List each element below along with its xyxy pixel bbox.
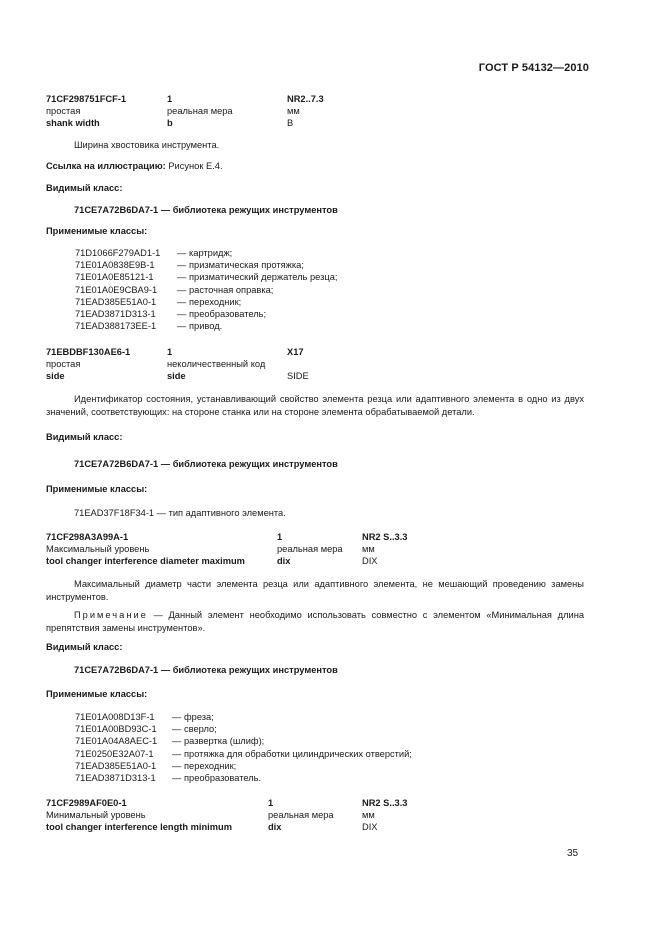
applicable-class-item xyxy=(75,711,214,723)
class-code: 71E01A00BD93C-1 xyxy=(75,724,157,735)
element-description: Идентификатор состояния, устанавливающий свойство элемента резца или адаптивного элемента в одно из двух значений, соответствующих: на стороне станка или на стороне элемента обрабатываемой детали. xyxy=(46,394,584,417)
applicable-class-item: 71EAD37F18F34-1 — тип адаптивного элемента. xyxy=(74,508,286,518)
element-format: NR2 S..3.3 xyxy=(362,532,408,542)
visible-class-label: Видимый класс: xyxy=(46,642,123,652)
class-code: 71E01A008D13F-1 xyxy=(75,712,155,722)
applicable-classes-label: Применимые классы: xyxy=(46,689,148,699)
element-symbol: dix xyxy=(268,822,282,832)
class-code: 71D1066F279AD1-1 xyxy=(75,248,161,258)
class-description: картридж; xyxy=(189,248,233,258)
element-description: Максимальный диаметр части элемента резца или адаптивного элемента, не мешающий проведению замены инструментов. xyxy=(46,579,584,602)
dash-separator: — xyxy=(177,260,187,271)
element-symbol: dix xyxy=(277,556,291,566)
class-code: 71E0250E32A07-1 xyxy=(75,748,154,759)
applicable-class-item xyxy=(75,259,304,271)
dash-separator: — xyxy=(172,736,182,747)
dash-separator: — xyxy=(177,272,187,283)
element-name-en: tool changer interference length minimum xyxy=(46,822,232,832)
applicable-class-item xyxy=(75,284,274,296)
dash-separator: — xyxy=(177,296,187,307)
visible-class-value: 71CE7A72B6DA7-1 — библиотека режущих инструментов xyxy=(74,459,338,469)
element-symbol-upper: DIX xyxy=(362,556,378,566)
dash-separator: — xyxy=(172,712,182,722)
dash-separator: — xyxy=(172,724,182,735)
class-description: сверло; xyxy=(184,724,217,735)
applicable-class-item xyxy=(75,760,237,772)
class-description: переходник; xyxy=(184,760,237,771)
element-value-kind: реальная мера xyxy=(268,810,334,820)
element-type: простая xyxy=(46,106,81,116)
element-code: 71CF298751FCF-1 xyxy=(46,94,127,104)
illustration-ref: Рисунок Е.4. xyxy=(165,161,223,171)
element-name-en: side xyxy=(46,371,65,381)
applicable-class-item xyxy=(75,748,412,760)
applicable-class-item xyxy=(75,772,262,784)
element-name-en: tool changer interference diameter maximum xyxy=(46,556,245,566)
class-code: 71EAD388173EE-1 xyxy=(75,321,157,332)
visible-class-label: Видимый класс: xyxy=(46,183,123,193)
illustration-label: Ссылка на иллюстрацию: xyxy=(46,161,166,171)
element-code: 71CF2989AF0E0-1 xyxy=(46,798,127,808)
class-code: 71E01A0E85121-1 xyxy=(75,272,154,283)
element-count: 1 xyxy=(167,94,173,104)
element-symbol: b xyxy=(167,118,173,128)
class-description: расточная оправка; xyxy=(189,284,274,295)
element-name-en: shank width xyxy=(46,118,100,128)
element-symbol-upper: SIDE xyxy=(287,371,309,381)
element-value-kind: неколичественный код xyxy=(167,359,266,369)
dash-separator: — xyxy=(177,321,187,332)
visible-class-value: 71CE7A72B6DA7-1 — библиотека режущих инструментов xyxy=(74,205,338,215)
applicable-classes-label: Применимые классы: xyxy=(46,484,148,494)
applicable-classes-list xyxy=(75,247,338,332)
class-description: развертка (шлиф); xyxy=(184,736,265,747)
applicable-class-item xyxy=(75,271,338,283)
visible-class-label: Видимый класс: xyxy=(46,432,123,442)
element-symbol-upper: DIX xyxy=(362,822,378,832)
dash-separator: — xyxy=(177,284,187,295)
element-value-kind: реальная мера xyxy=(277,544,343,554)
class-description: переходник; xyxy=(189,296,242,307)
applicable-class-item xyxy=(75,735,265,747)
class-description: протяжка для обработки цилиндрических отверстий; xyxy=(184,748,412,759)
class-code: 71E01A0838E9B-1 xyxy=(75,260,155,271)
class-code: 71EAD3871D313-1 xyxy=(75,772,156,783)
element-type: Максимальный уровень xyxy=(46,544,150,554)
element-format: NR2..7.3 xyxy=(287,94,324,104)
page-number: 35 xyxy=(567,848,579,859)
element-format: NR2 S..3.3 xyxy=(362,798,408,808)
applicable-classes-label: Применимые классы: xyxy=(46,226,148,236)
visible-class-value: 71CE7A72B6DA7-1 — библиотека режущих инструментов xyxy=(74,665,338,675)
document-standard-header: ГОСТ Р 54132—2010 xyxy=(478,62,589,74)
class-code: 71EAD385E51A0-1 xyxy=(75,296,157,307)
class-description: преобразователь; xyxy=(189,308,267,319)
class-description: привод. xyxy=(189,321,223,332)
dash-separator: — xyxy=(172,748,182,759)
element-symbol: side xyxy=(167,371,186,381)
element-unit: мм xyxy=(287,106,300,116)
class-description: призматическая протяжка; xyxy=(189,260,304,271)
element-code: 71EBDBF130AE6-1 xyxy=(46,347,131,357)
applicable-class-item xyxy=(75,247,233,259)
illustration-reference xyxy=(46,160,223,172)
element-type: Минимальный уровень xyxy=(46,810,146,820)
applicable-class-item xyxy=(75,723,217,735)
element-count: 1 xyxy=(277,532,283,542)
element-description: Ширина хвостовика инструмента. xyxy=(74,140,220,150)
class-description: призматический держатель резца; xyxy=(189,272,338,283)
class-code: 71E01A0E9CBA9-1 xyxy=(75,284,158,295)
applicable-classes-list xyxy=(75,711,412,784)
dash-separator: — xyxy=(177,308,187,319)
element-unit: мм xyxy=(362,810,375,820)
applicable-class-item xyxy=(75,296,242,308)
applicable-class-item xyxy=(75,320,223,332)
element-unit: мм xyxy=(362,544,375,554)
dash-separator: — xyxy=(177,248,187,258)
element-format: X17 xyxy=(287,347,304,357)
dash-separator: — xyxy=(172,760,182,771)
element-code: 71CF298A3A99A-1 xyxy=(46,532,129,542)
element-count: 1 xyxy=(268,798,274,808)
note-label: Примечание xyxy=(74,610,148,620)
class-description: фреза; xyxy=(184,712,214,722)
class-code: 71EAD3871D313-1 xyxy=(75,308,156,319)
note xyxy=(46,609,584,634)
element-symbol-upper: B xyxy=(287,118,294,128)
dash-separator: — xyxy=(172,772,182,783)
element-type: простая xyxy=(46,359,81,369)
note-text: — Данный элемент необходимо использовать совместно с элементом «Минимальная длина препятствия замены инструментов». xyxy=(46,610,584,633)
element-count: 1 xyxy=(167,347,173,357)
element-value-kind: реальная мера xyxy=(167,106,233,116)
class-description: преобразователь. xyxy=(184,772,262,783)
applicable-class-item xyxy=(75,308,267,320)
class-code: 71E01A04A8AEC-1 xyxy=(75,736,158,747)
class-code: 71EAD385E51A0-1 xyxy=(75,760,157,771)
